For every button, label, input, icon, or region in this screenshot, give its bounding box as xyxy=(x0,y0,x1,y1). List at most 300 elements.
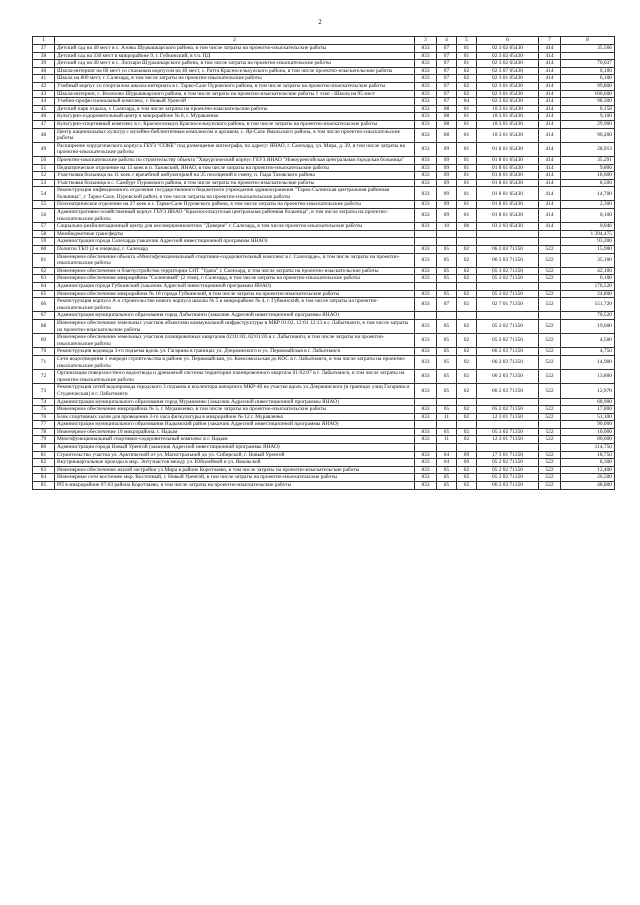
cell-text: Социально-реабилитационный центр для несовершеннолетних "Доверие" г. Салехард, в том числе проектно-изыскательские работы xyxy=(55,223,415,231)
cell-c4: 05 xyxy=(437,482,457,490)
cell-c6: 05 3 02 71350 xyxy=(477,267,539,275)
cell-c3: 833 xyxy=(415,128,437,142)
cell-c3: 833 xyxy=(415,223,437,231)
cell-c5: 09 xyxy=(457,451,477,459)
cell-n: 77 xyxy=(33,421,55,429)
cell-c8: 35,291 xyxy=(561,156,615,164)
cell-n: 63 xyxy=(33,275,55,283)
table-row xyxy=(33,98,615,106)
cell-c5 xyxy=(457,230,477,238)
table-row xyxy=(33,238,615,246)
cell-c6: 01 8 01 65430 xyxy=(477,142,539,156)
cell-c3: 833 xyxy=(415,60,437,68)
cell-c7: 522 xyxy=(539,355,561,369)
table-row xyxy=(33,436,615,444)
cell-n: 62 xyxy=(33,267,55,275)
cell-c4: 08 xyxy=(437,105,457,113)
cell-c4: 05 xyxy=(437,370,457,384)
cell-c7: 522 xyxy=(539,413,561,421)
cell-c8: 12,970 xyxy=(561,384,615,398)
cell-text: Участковая больница на 11 коек с врачебной амбулаторией на 35 посещений в смену, п. Гыда Тазовского района xyxy=(55,172,415,180)
cell-text: Инженерное обеспечение земельных участков планировочных кварталов 02:01:02, 02:01:03 в г. Лабытнанги, в том числе затраты на проектно-изыскательские работы xyxy=(55,334,415,348)
cell-c3: 833 xyxy=(415,451,437,459)
cell-c3 xyxy=(415,421,437,429)
cell-c3: 833 xyxy=(415,459,437,467)
cell-c8: 13,800 xyxy=(561,370,615,384)
cell-c7: 414 xyxy=(539,179,561,187)
cell-c3: 833 xyxy=(415,90,437,98)
cell-n: 81 xyxy=(33,451,55,459)
cell-n: 61 xyxy=(33,253,55,267)
cell-c6: 06 2 03 71350 xyxy=(477,370,539,384)
cell-c5: 01 xyxy=(457,142,477,156)
cell-c4: 04 xyxy=(437,459,457,467)
cell-text: Многофункциональный спортивно-оздоровительный комплекс в г. Надым xyxy=(55,436,415,444)
cell-text: Детский сад на 40 мест в с. Лопхари Шурышкарского района, в том числе затраты на проектно-изыскательские работы xyxy=(55,60,415,68)
cell-c3: 833 xyxy=(415,474,437,482)
cell-n: 68 xyxy=(33,319,55,333)
cell-c8: 8,500 xyxy=(561,179,615,187)
cell-c8: 100,600 xyxy=(561,90,615,98)
cell-c5: 04 xyxy=(457,98,477,106)
table-row xyxy=(33,230,615,238)
cell-n: 71 xyxy=(33,355,55,369)
cell-c5: 02 xyxy=(457,275,477,283)
cell-n: 46 xyxy=(33,113,55,121)
cell-c3: 833 xyxy=(415,45,437,53)
cell-c4: 08 xyxy=(437,128,457,142)
cell-c4: 08 xyxy=(437,120,457,128)
cell-n: 76 xyxy=(33,413,55,421)
cell-c3: 833 xyxy=(415,334,437,348)
cell-c4: 11 xyxy=(437,436,457,444)
cell-c4: 05 xyxy=(437,428,457,436)
cell-text: Администрация муниципального образования город Муравленко (заказчик Адресной инвестиционной программы ЯНАО) xyxy=(55,398,415,406)
cell-c6: 06 2 03 71350 xyxy=(477,246,539,254)
cell-c4: 05 xyxy=(437,384,457,398)
table-row xyxy=(33,319,615,333)
cell-c7: 414 xyxy=(539,223,561,231)
cell-c6: 01 8 01 65430 xyxy=(477,209,539,223)
cell-n: 53 xyxy=(33,179,55,187)
header-cell: 1 xyxy=(33,37,55,45)
cell-c7: 414 xyxy=(539,120,561,128)
cell-n: 58 xyxy=(33,230,55,238)
cell-n: 85 xyxy=(33,482,55,490)
cell-c5: 01 xyxy=(457,105,477,113)
cell-c7: 522 xyxy=(539,451,561,459)
cell-c6: 01 8 01 65430 xyxy=(477,187,539,201)
cell-text: Администрация города Салехарда (заказчик Адресной инвестиционной программы ЯНАО) xyxy=(55,238,415,246)
cell-c4 xyxy=(437,238,457,246)
cell-c8: 12,400 xyxy=(561,466,615,474)
table-row xyxy=(33,82,615,90)
cell-c5 xyxy=(457,444,477,452)
cell-c7: 414 xyxy=(539,98,561,106)
cell-text: РП в микрорайоне 07:03 района Коротчаево, в том числе затраты на проектно-изыскательские работы xyxy=(55,482,415,490)
cell-c7 xyxy=(539,444,561,452)
cell-n: 49 xyxy=(33,142,55,156)
cell-c3: 833 xyxy=(415,113,437,121)
cell-c3: 833 xyxy=(415,246,437,254)
cell-c6: 02 3 01 65430 xyxy=(477,75,539,83)
table-row xyxy=(33,413,615,421)
cell-c8: 0,100 xyxy=(561,275,615,283)
cell-text: Детский сад на 330 мест в микрорайоне 9, г. Губкинский, в т.ч. ПД xyxy=(55,52,415,60)
cell-n: 83 xyxy=(33,466,55,474)
cell-c7: 414 xyxy=(539,82,561,90)
cell-n: 72 xyxy=(33,370,55,384)
cell-c6: 06 2 03 71350 xyxy=(477,253,539,267)
cell-n: 55 xyxy=(33,201,55,209)
cell-n: 37 xyxy=(33,45,55,53)
cell-c4: 05 xyxy=(437,275,457,283)
cell-c4: 07 xyxy=(437,90,457,98)
cell-c7: 522 xyxy=(539,246,561,254)
cell-c6: 01 8 01 65430 xyxy=(477,179,539,187)
cell-n: 40 xyxy=(33,67,55,75)
table-row xyxy=(33,156,615,164)
cell-c6: 05 2 02 71350 xyxy=(477,466,539,474)
cell-n: 51 xyxy=(33,164,55,172)
cell-c8: 176,520 xyxy=(561,283,615,291)
table-row xyxy=(33,67,615,75)
cell-n: 56 xyxy=(33,209,55,223)
cell-c5: 01 xyxy=(457,179,477,187)
cell-c5: 09 xyxy=(457,459,477,467)
cell-c8: 93,200 xyxy=(561,238,615,246)
cell-c8: 35,100 xyxy=(561,253,615,267)
cell-c4: 05 xyxy=(437,355,457,369)
cell-c4: 09 xyxy=(437,179,457,187)
cell-n: 79 xyxy=(33,436,55,444)
cell-text: Инженерное обеспечение 16 микрорайона, г. Надым xyxy=(55,428,415,436)
cell-text: Сети водоотведения 1 очереди строительства в районе ул. Первомайская, ул. Комсомольская до КОС в г. Лабытнанги, в том числе затраты на проектно-изыскательские работы xyxy=(55,355,415,369)
cell-c7: 522 xyxy=(539,406,561,414)
table-row xyxy=(33,421,615,429)
cell-c7: 414 xyxy=(539,128,561,142)
cell-c3: 833 xyxy=(415,142,437,156)
cell-c4: 07 xyxy=(437,45,457,53)
cell-c6: 02 3 01 65430 xyxy=(477,82,539,90)
cell-text: Инженерное обеспечение микрорайона № 5, г. Муравленко, в том числе затраты на проектно-изыскательские работы xyxy=(55,406,415,414)
cell-text: Администрация муниципального образования город Лабытнанги (заказчик Адресной инвестиционной программы ЯНАО) xyxy=(55,312,415,320)
cell-c4: 05 xyxy=(437,406,457,414)
cell-c8: 98,300 xyxy=(561,98,615,106)
cell-c7: 414 xyxy=(539,75,561,83)
cell-c5 xyxy=(457,238,477,246)
cell-c7: 414 xyxy=(539,172,561,180)
cell-c6: 02 3 02 65430 xyxy=(477,52,539,60)
cell-c8: 90,200 xyxy=(561,128,615,142)
cell-c5: 02 xyxy=(457,75,477,83)
cell-c8: 80,000 xyxy=(561,436,615,444)
cell-c7: 414 xyxy=(539,142,561,156)
cell-c4 xyxy=(437,421,457,429)
cell-c8: 19,600 xyxy=(561,319,615,333)
cell-c3: 833 xyxy=(415,156,437,164)
cell-c6: 06 2 03 71350 xyxy=(477,482,539,490)
cell-c4: 05 xyxy=(437,474,457,482)
cell-c5: 01 xyxy=(457,128,477,142)
cell-c5 xyxy=(457,283,477,291)
cell-c6: 06 2 03 71350 xyxy=(477,355,539,369)
cell-c4 xyxy=(437,312,457,320)
cell-c7 xyxy=(539,283,561,291)
cell-c7: 414 xyxy=(539,90,561,98)
cell-c6 xyxy=(477,444,539,452)
table-row xyxy=(33,45,615,53)
cell-c3: 833 xyxy=(415,172,437,180)
cell-c7: 522 xyxy=(539,319,561,333)
cell-c4: 05 xyxy=(437,253,457,267)
cell-c5 xyxy=(457,421,477,429)
cell-c3: 833 xyxy=(415,75,437,83)
cell-c6 xyxy=(477,398,539,406)
cell-c4: 07 xyxy=(437,75,457,83)
cell-c7: 414 xyxy=(539,156,561,164)
cell-c5: 02 xyxy=(457,474,477,482)
cell-n: 80 xyxy=(33,444,55,452)
cell-c8: 68,900 xyxy=(561,398,615,406)
cell-c7 xyxy=(539,421,561,429)
cell-c5: 02 xyxy=(457,90,477,98)
cell-c8: 1 394,475 xyxy=(561,230,615,238)
cell-c3: 833 xyxy=(415,67,437,75)
cell-n: 73 xyxy=(33,384,55,398)
cell-c4: 05 xyxy=(437,246,457,254)
cell-c7: 414 xyxy=(539,60,561,68)
cell-text: Педиатрическое отделение на 13 коек в п. Тазовский, ЯНАО, в том числе затраты на проектно-изыскательские работы xyxy=(55,164,415,172)
cell-c5: 01 xyxy=(457,52,477,60)
cell-c7: 414 xyxy=(539,45,561,53)
cell-n: 70 xyxy=(33,348,55,356)
cell-c7: 522 xyxy=(539,482,561,490)
cell-c6 xyxy=(477,421,539,429)
cell-c8: 90,000 xyxy=(561,421,615,429)
cell-c8: 0,100 xyxy=(561,67,615,75)
cell-c8: 17,800 xyxy=(561,406,615,414)
cell-text: Реконструкция инфекционного отделения государственного бюджетного учреждения здравоохранения "Тарко-Салинская центральная районная больница", г. Тарко-Сале, Пуровский район, в том числе затраты на проектно-изыскательские работы xyxy=(55,187,415,201)
table-row xyxy=(33,75,615,83)
cell-c6: 05 2 02 71350 xyxy=(477,459,539,467)
table-row xyxy=(33,105,615,113)
cell-c4 xyxy=(437,230,457,238)
cell-c6: 10 3 01 65430 xyxy=(477,105,539,113)
cell-c5: 02 xyxy=(457,436,477,444)
header-cell: 6 xyxy=(477,37,539,45)
cell-text: Культурно-спортивный комплекс в с. Красноселькуп Красноселькупского района, в том числе затраты на проектно-изыскательские работы xyxy=(55,120,415,128)
header-cell: 4 xyxy=(437,37,457,45)
cell-c3: 833 xyxy=(415,98,437,106)
cell-c3: 833 xyxy=(415,413,437,421)
cell-c3: 833 xyxy=(415,406,437,414)
cell-c8: 6,100 xyxy=(561,75,615,83)
cell-c4: 05 xyxy=(437,319,457,333)
table-row xyxy=(33,459,615,467)
cell-c4: 09 xyxy=(437,172,457,180)
table-row xyxy=(33,348,615,356)
cell-c5: 01 xyxy=(457,172,477,180)
cell-c3: 833 xyxy=(415,82,437,90)
table-row xyxy=(33,384,615,398)
cell-c3 xyxy=(415,230,437,238)
cell-c6: 05 3 02 71350 xyxy=(477,290,539,298)
cell-c7: 414 xyxy=(539,67,561,75)
table-row xyxy=(33,482,615,490)
cell-c6: 05 2 02 71350 xyxy=(477,474,539,482)
cell-c8: 24,800 xyxy=(561,290,615,298)
cell-c8: 10,000 xyxy=(561,428,615,436)
cell-c4: 07 xyxy=(437,298,457,312)
cell-n: 43 xyxy=(33,90,55,98)
cell-text: Администрация муниципального образования Надымский район (заказчик Адресной инвестиционной программы ЯНАО) xyxy=(55,421,415,429)
cell-c7: 522 xyxy=(539,384,561,398)
cell-c6: 02 3 02 65430 xyxy=(477,45,539,53)
cell-c6: 05 3 02 71350 xyxy=(477,428,539,436)
cell-c7: 522 xyxy=(539,267,561,275)
cell-c8: 0,158 xyxy=(561,105,615,113)
cell-c6 xyxy=(477,312,539,320)
table-row xyxy=(33,253,615,267)
cell-c3: 833 xyxy=(415,384,437,398)
cell-n: 67 xyxy=(33,312,55,320)
cell-c5: 02 xyxy=(457,298,477,312)
cell-c3: 833 xyxy=(415,187,437,201)
table-row xyxy=(33,290,615,298)
cell-n: 50 xyxy=(33,156,55,164)
cell-n: 60 xyxy=(33,246,55,254)
table-row xyxy=(33,334,615,348)
cell-c5: 02 xyxy=(457,267,477,275)
cell-n: 41 xyxy=(33,75,55,83)
header-cell: 7 xyxy=(539,37,561,45)
cell-n: 84 xyxy=(33,474,55,482)
cell-c5 xyxy=(457,398,477,406)
cell-c6: 02 7 01 71350 xyxy=(477,298,539,312)
table-row xyxy=(33,370,615,384)
cell-c3 xyxy=(415,312,437,320)
cell-text: Инженерное обеспечение микрорайона "Солнечный" (2 этап), г. Салехард, в том числе затраты на проектно-изыскательские работы xyxy=(55,275,415,283)
cell-c6: 01 8 01 65430 xyxy=(477,201,539,209)
cell-c8: 8,300 xyxy=(561,459,615,467)
cell-c5: 01 xyxy=(457,156,477,164)
cell-text: Инженерное обеспечение жилой застройки ул.Мира в районе Коротчаево, в том числе затраты на проектно-изыскательские работы xyxy=(55,466,415,474)
table-row xyxy=(33,113,615,121)
cell-c7: 522 xyxy=(539,474,561,482)
cell-c7: 522 xyxy=(539,253,561,267)
cell-c6: 10 3 01 65430 xyxy=(477,128,539,142)
cell-c5: 02 xyxy=(457,370,477,384)
table-row xyxy=(33,209,615,223)
cell-c5: 02 xyxy=(457,290,477,298)
cell-c3: 833 xyxy=(415,348,437,356)
cell-c6 xyxy=(477,230,539,238)
cell-c5: 01 xyxy=(457,187,477,201)
table-row xyxy=(33,451,615,459)
cell-c3: 833 xyxy=(415,482,437,490)
cell-c5: 01 xyxy=(457,60,477,68)
table-row xyxy=(33,246,615,254)
cell-n: 64 xyxy=(33,283,55,291)
header-cell: 2 xyxy=(55,37,415,45)
cell-c7: 522 xyxy=(539,436,561,444)
cell-c8: 35,566 xyxy=(561,45,615,53)
cell-c5: 01 xyxy=(457,201,477,209)
cell-c6: 01 8 01 65430 xyxy=(477,172,539,180)
table-row xyxy=(33,90,615,98)
cell-n: 44 xyxy=(33,98,55,106)
cell-c3: 833 xyxy=(415,164,437,172)
cell-c4: 04 xyxy=(437,451,457,459)
cell-c8: 0,046 xyxy=(561,223,615,231)
cell-text: Расширение хирургического корпуса ГБУЗ "СОКБ" под размещение ангиографа, по адресу: ЯНАО, г. Салехард, ул. Мира, д. 39, в том числе затраты на проектно-изыскательские работы xyxy=(55,142,415,156)
table-row xyxy=(33,187,615,201)
cell-c5 xyxy=(457,312,477,320)
cell-c5: 02 xyxy=(457,348,477,356)
cell-c5: 02 xyxy=(457,82,477,90)
cell-text: Организация поверхностного водоотвода и дренажной системы территории планировочного квартала 01:02:07 в г. Лабытнанги, в том числе затраты на проектно-изыскательские работы xyxy=(55,370,415,384)
cell-c8: 70,037 xyxy=(561,60,615,68)
cell-c7 xyxy=(539,230,561,238)
cell-text: Участковая больница в с. Самбург Пуровского района, в том числе затраты на проектно-изыскательские работы xyxy=(55,179,415,187)
cell-text: Инженерные сети восточнее мкр. Восточный, г. Новый Уренгой, в том числе затраты на проектно-изыскательские работы xyxy=(55,474,415,482)
cell-c5: 01 xyxy=(457,113,477,121)
cell-c8: 51,100 xyxy=(561,413,615,421)
cell-text: Межбюджетные трансферты xyxy=(55,230,415,238)
cell-n: 54 xyxy=(33,187,55,201)
cell-c7: 414 xyxy=(539,52,561,60)
cell-c7: 522 xyxy=(539,466,561,474)
table-row xyxy=(33,223,615,231)
cell-c4: 05 xyxy=(437,267,457,275)
cell-c3: 833 xyxy=(415,120,437,128)
cell-text: Учебный корпус со спортзалом школы-интерната в г. Тарко-Сале Пуровского района, в том числе затраты на проектно-изыскательские работы xyxy=(55,82,415,90)
cell-c6: 17 3 01 71350 xyxy=(477,451,539,459)
cell-c4: 05 xyxy=(437,290,457,298)
table-row xyxy=(33,179,615,187)
cell-c4: 09 xyxy=(437,187,457,201)
cell-c3: 833 xyxy=(415,275,437,283)
cell-c4: 09 xyxy=(437,142,457,156)
cell-c3: 833 xyxy=(415,428,437,436)
cell-text: Инженерное обеспечение земельных участков объектами коммунальной инфраструктуры в МКР 01:02, 12:01 12:13 в г. Лабытнанги, в том числе затраты на проектно-изыскательские работы xyxy=(55,319,415,333)
cell-c7: 522 xyxy=(539,428,561,436)
cell-n: 39 xyxy=(33,60,55,68)
cell-c6: 03 2 03 65430 xyxy=(477,223,539,231)
cell-text: Реконструкция корпуса А и строительство нового корпуса школы № 5 в микрорайоне № 4, г. Губкинский, в том числе затраты на проектно-изыскательские работы xyxy=(55,298,415,312)
cell-text: Центр национальных культур с музейно-библиотечным комплексом и архивом, с. Яр-Сале Ямальского района, в том числе проектно-изыскательские работы xyxy=(55,128,415,142)
cell-n: 74 xyxy=(33,398,55,406)
table-row xyxy=(33,128,615,142)
cell-c7: 522 xyxy=(539,459,561,467)
cell-c3 xyxy=(415,444,437,452)
cell-c8: 26,500 xyxy=(561,474,615,482)
cell-text: Полигон ТБО (2-я очередь), г. Салехард xyxy=(55,246,415,254)
cell-n: 66 xyxy=(33,298,55,312)
table-row xyxy=(33,172,615,180)
cell-c3: 833 xyxy=(415,436,437,444)
cell-c6: 12 3 01 71350 xyxy=(477,413,539,421)
cell-c5: 01 xyxy=(457,120,477,128)
cell-c6: 10 3 01 65430 xyxy=(477,120,539,128)
cell-c4 xyxy=(437,398,457,406)
table-row xyxy=(33,444,615,452)
table-row xyxy=(33,355,615,369)
cell-c6: 01 8 01 65430 xyxy=(477,156,539,164)
cell-c4: 07 xyxy=(437,98,457,106)
cell-c4: 09 xyxy=(437,209,457,223)
